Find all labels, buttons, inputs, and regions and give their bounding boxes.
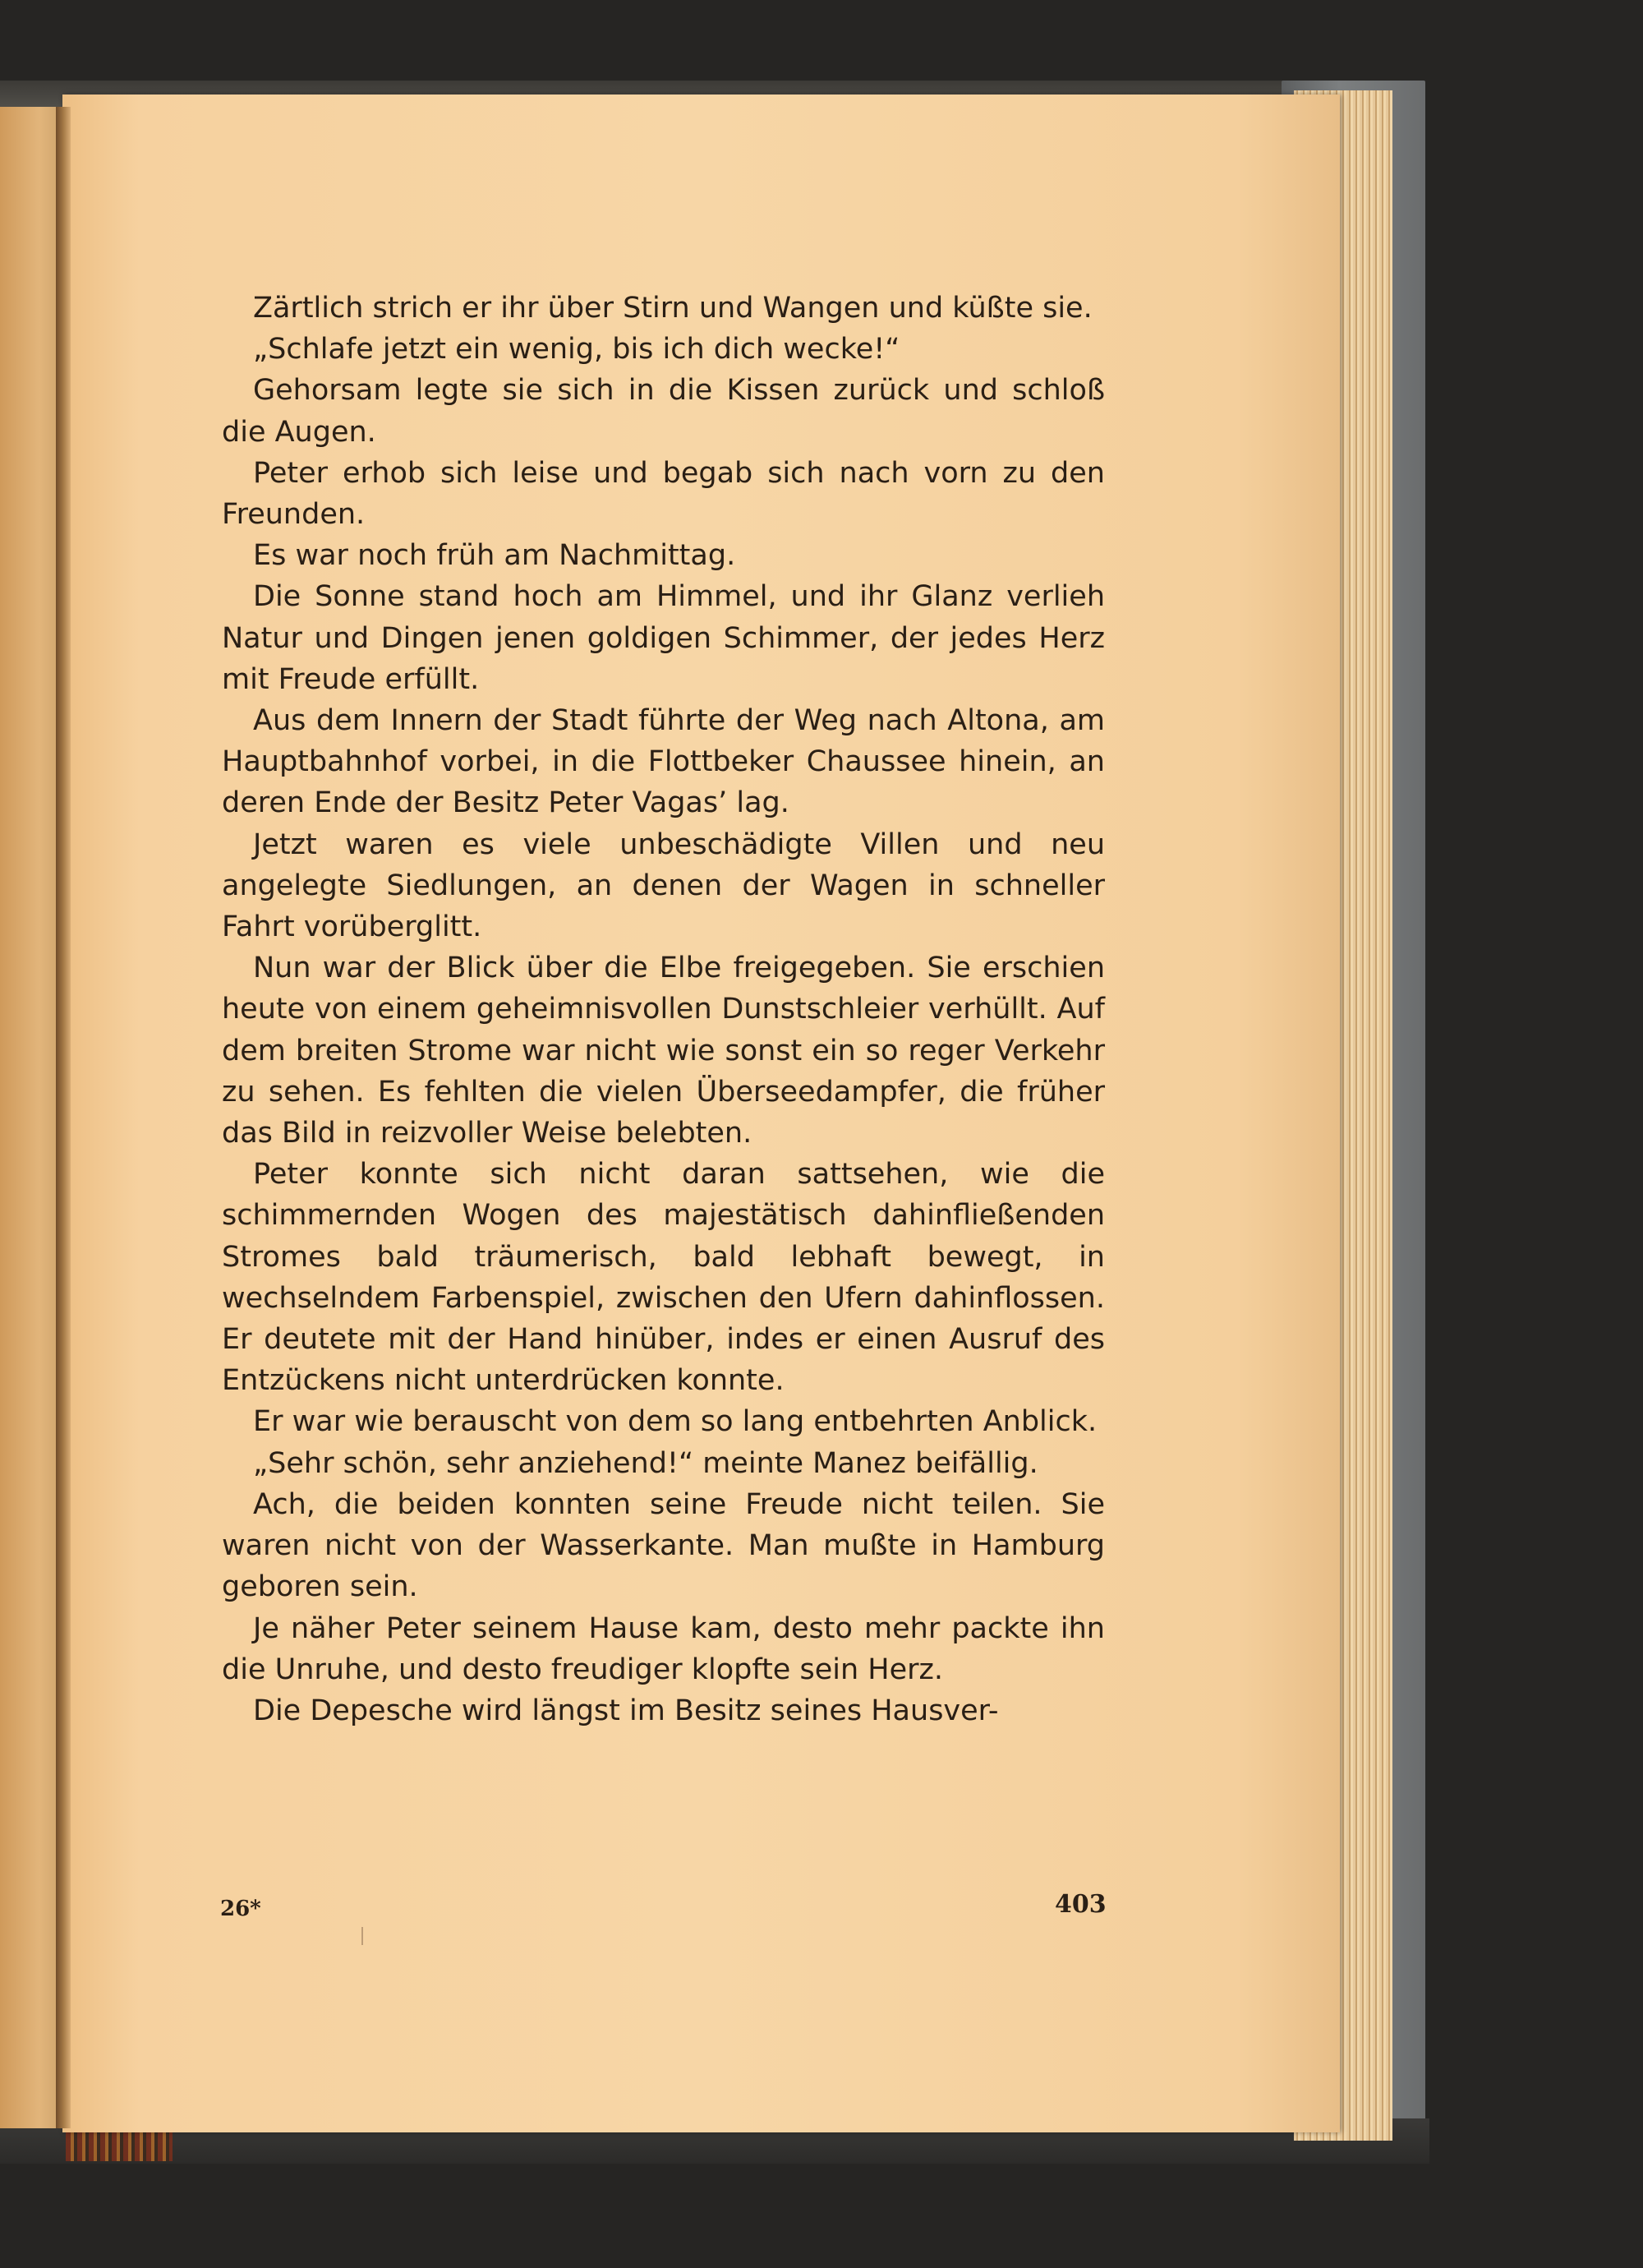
paragraph: „Sehr schön, sehr anziehend!“ meinte Manez beifällig.	[253, 1446, 1038, 1480]
paragraph: „Schlafe jetzt ein wenig, bis ich dich wecke!“	[253, 333, 900, 366]
paragraph: Die Sonne stand hoch am Himmel, und ihr Glanz verlieh Natur und Dingen jenen goldigen Schimmer, der jedes Herz mit Freude erfüllt.	[222, 580, 1105, 696]
paragraph: Peter erhob sich leise und begab sich nach vorn zu den Freunden.	[222, 456, 1105, 532]
paragraph: Die Depesche wird längst im Besitz seines Hausver-	[253, 1694, 999, 1727]
paragraph: Gehorsam legte sie sich in die Kissen zurück und schloß die Augen.	[222, 374, 1105, 449]
paragraph: Jetzt waren es viele unbeschädigte Villen und neu angelegte Siedlungen, an denen der Wagen in schneller Fahrt vorüberglitt.	[222, 827, 1105, 944]
paragraph: Es war noch früh am Nachmittag.	[253, 539, 736, 573]
signature-mark: 26*	[220, 1897, 261, 1921]
book-spine-strip	[66, 2128, 173, 2161]
paragraph: Ach, die beiden konnten seine Freude nicht teilen. Sie waren nicht von der Wasserkante. Man mußte in Hamburg geboren sein.	[222, 1487, 1105, 1604]
body-text	[222, 288, 1105, 1731]
page-number: 403	[1055, 1890, 1107, 1919]
paragraph: Nun war der Blick über die Elbe freigegeben. Sie erschien heute von einem geheimnisvollen Dunstschleier verhüllt. Auf dem breiten Strome war nicht wie sonst ein so reger Verkehr zu sehen. Es fehlten die vielen Überseedampfer, die früher das Bild in reizvoller Weise belebten.	[222, 952, 1105, 1150]
paragraph: Peter konnte sich nicht daran sattsehen, wie die schimmernden Wogen des majestätisch dahinfließenden Stromes bald träumerisch, bald lebhaft bewegt, in wechselndem Farbenspiel, zwischen den Ufern dahinflossen. Er deutete mit der Hand hinüber, indes er einen Ausruf des Entzückens nicht unterdrücken konnte.	[222, 1158, 1105, 1398]
paragraph: Zärtlich strich er ihr über Stirn und Wangen und küßte sie.	[253, 292, 1093, 325]
paragraph: Er war wie berauscht von dem so lang entbehrten Anblick.	[253, 1405, 1098, 1439]
page-gutter	[56, 107, 71, 2128]
paragraph: Aus dem Innern der Stadt führte der Weg nach Altona, am Hauptbahnhof vorbei, in die Flottbeker Chaussee hinein, an deren Ende der Besitz Peter Vagas’ lag.	[222, 704, 1105, 820]
pencil-mark	[361, 1927, 363, 1945]
paragraph: Je näher Peter seinem Hause kam, desto mehr packte ihn die Unruhe, und desto freudiger klopfte sein Herz.	[222, 1611, 1105, 1686]
